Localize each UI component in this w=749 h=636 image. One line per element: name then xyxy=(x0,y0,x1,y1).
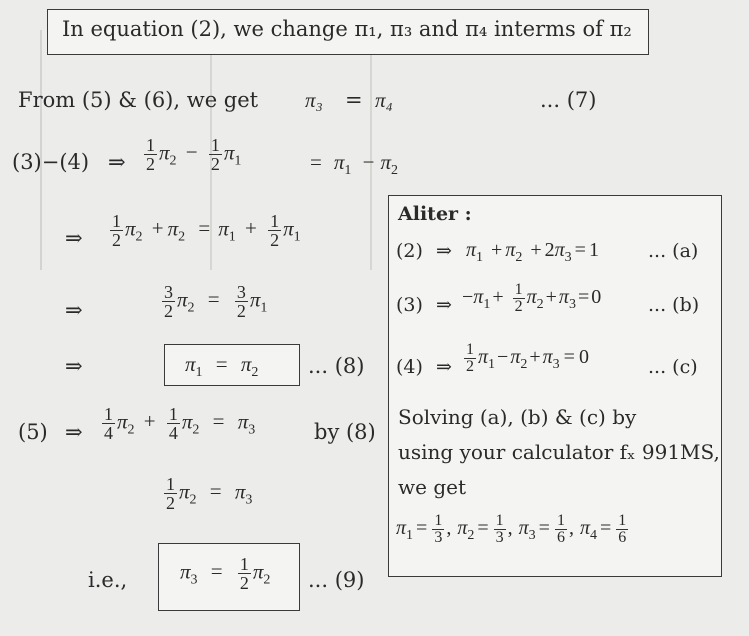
step5-by: by (8) xyxy=(314,420,376,444)
step2-arrow: ⇒ xyxy=(65,226,83,250)
aliter-c-label: (4) xyxy=(396,356,423,378)
ie-label: i.e., xyxy=(88,568,128,592)
step1-rhs: = $\pi_1 - \pi_2$ xyxy=(310,150,398,179)
aliter-a-arrow: ⇒ xyxy=(436,240,452,262)
step3-expression: $\frac{3}{2}$ $\pi_2$ = $\frac{3}{2}$ $\pi_1$ xyxy=(164,282,268,321)
aliter-a-label: (2) xyxy=(396,240,423,262)
aliter-result: $\pi_1$ = $\frac{1}{3}$ , $\pi_2$ = $\frac{1}{3}$ , $\pi_3$ = $\frac{1}{6}$ , $\pi_4$ = $\frac{1}{6}$ xyxy=(396,512,627,546)
from-line: From (5) & (6), we get xyxy=(18,88,259,112)
aliter-c-expression: $\frac{1}{2}$ $\pi_1 - \pi_2 + \pi_3 = 0$ xyxy=(466,341,589,375)
step4-arrow: ⇒ xyxy=(65,354,83,378)
eq9-ref: ... (9) xyxy=(308,568,365,592)
step5-arrow: ⇒ xyxy=(65,420,83,444)
eq8-ref: ... (8) xyxy=(308,354,365,378)
step1-arrow: ⇒ xyxy=(108,150,126,174)
title-text: In equation (2), we change π₁, π₃ and π₄ interms of π₂ xyxy=(62,17,632,41)
aliter-a-ref: ... (a) xyxy=(648,240,699,262)
step1-label: (3)−(4) xyxy=(12,150,90,174)
aliter-solve-line1: Solving (a), (b) & (c) by xyxy=(398,405,637,429)
aliter-heading: Aliter : xyxy=(398,203,472,225)
aliter-c-ref: ... (c) xyxy=(648,356,698,378)
step3-arrow: ⇒ xyxy=(65,298,83,322)
eq7-ref: ... (7) xyxy=(540,88,597,112)
step5-label: (5) xyxy=(18,420,48,444)
aliter-b-expression: $-\pi_1$ + $\frac{1}{2}$ $\pi_2 + \pi_3 = 0$ xyxy=(462,281,602,315)
step2-expression: $\frac{1}{2}$ $\pi_2 + \pi_2 = \pi_1$ + $\frac{1}{2}$ $\pi_1$ xyxy=(112,211,301,250)
aliter-b-ref: ... (b) xyxy=(648,294,700,316)
aliter-c-arrow: ⇒ xyxy=(436,356,452,378)
aliter-solve-line2: using your calculator fₓ 991MS, xyxy=(398,440,720,464)
aliter-b-arrow: ⇒ xyxy=(436,294,452,316)
aliter-solve-line3: we get xyxy=(398,475,466,499)
step1-expression: $\frac{1}{2}$ $\pi_2$ − $\frac{1}{2}$ $\pi_1$ xyxy=(146,135,242,174)
eq7-lhs: π₃ xyxy=(305,88,323,112)
eq9-expression: $\pi_3$ = $\frac{1}{2}$ $\pi_2$ xyxy=(180,554,271,593)
eq8-expression: $\pi_1 = \pi_2$ xyxy=(185,352,259,381)
eq7-equals: = xyxy=(345,88,363,112)
eq7-rhs: π₄ xyxy=(375,88,393,112)
aliter-b-label: (3) xyxy=(396,294,423,316)
step6-expression: $\frac{1}{2}$ $\pi_2 = \pi_3$ xyxy=(166,474,253,513)
step5-expression: $\frac{1}{4}$ $\pi_2$ + $\frac{1}{4}$ $\pi_2 = \pi_3$ xyxy=(104,404,256,443)
aliter-a-expression: $\pi_1 + \pi_2 + 2\pi_3 = 1$ xyxy=(466,239,599,265)
